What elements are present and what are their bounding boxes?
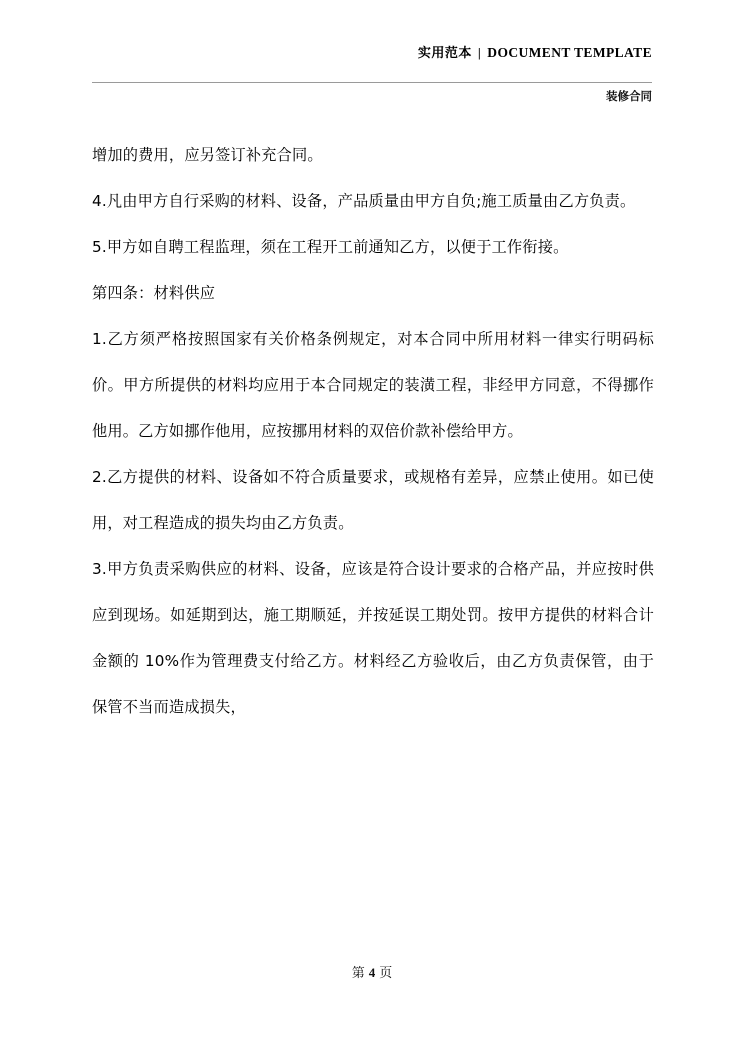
body-paragraph: 增加的费用，应另签订补充合同。 (92, 146, 323, 164)
header-title-line (92, 44, 652, 63)
page-header (92, 44, 652, 63)
body-paragraph: 2.乙方提供的材料、设备如不符合质量要求，或规格有差异，应禁止使用。如已使用，对工程造成的损失均由乙方负责。 (92, 468, 654, 532)
body-paragraph: 4.凡由甲方自行采购的材料、设备，产品质量由甲方自负;施工质量由乙方负责。 (92, 192, 636, 210)
header-subtitle: 装修合同 (606, 89, 652, 103)
header-separator: | (477, 45, 482, 60)
header-title-en: DOCUMENT TEMPLATE (487, 45, 652, 60)
document-body (92, 132, 654, 730)
footer-page-prefix: 第 (351, 966, 365, 981)
footer-page-number: 4 (368, 965, 376, 980)
header-title-cn: 实用范本 (417, 46, 472, 61)
body-paragraph: 5.甲方如自聘工程监理，须在工程开工前通知乙方，以便于工作衔接。 (92, 238, 569, 256)
body-paragraph: 3.甲方负责采购供应的材料、设备，应该是符合设计要求的合格产品，并应按时供应到现场。如延期到达，施工期顺延，并按延误工期处罚。按甲方提供的材料合计金额的 10%作为管理费支付给乙方。材料经乙方验收后，由乙方负责保管，由于保管不当而造成损失， (92, 560, 654, 716)
section-heading: 第四条：材料供应 (92, 284, 216, 302)
page-footer (0, 962, 744, 981)
footer-page-suffix: 页 (379, 966, 393, 981)
header-divider (92, 82, 652, 83)
body-paragraph: 1.乙方须严格按照国家有关价格条例规定，对本合同中所用材料一律实行明码标价。甲方所提供的材料均应用于本合同规定的装潢工程，非经甲方同意，不得挪作他用。乙方如挪作他用，应按挪用材料的双倍价款补偿给甲方。 (92, 330, 654, 440)
